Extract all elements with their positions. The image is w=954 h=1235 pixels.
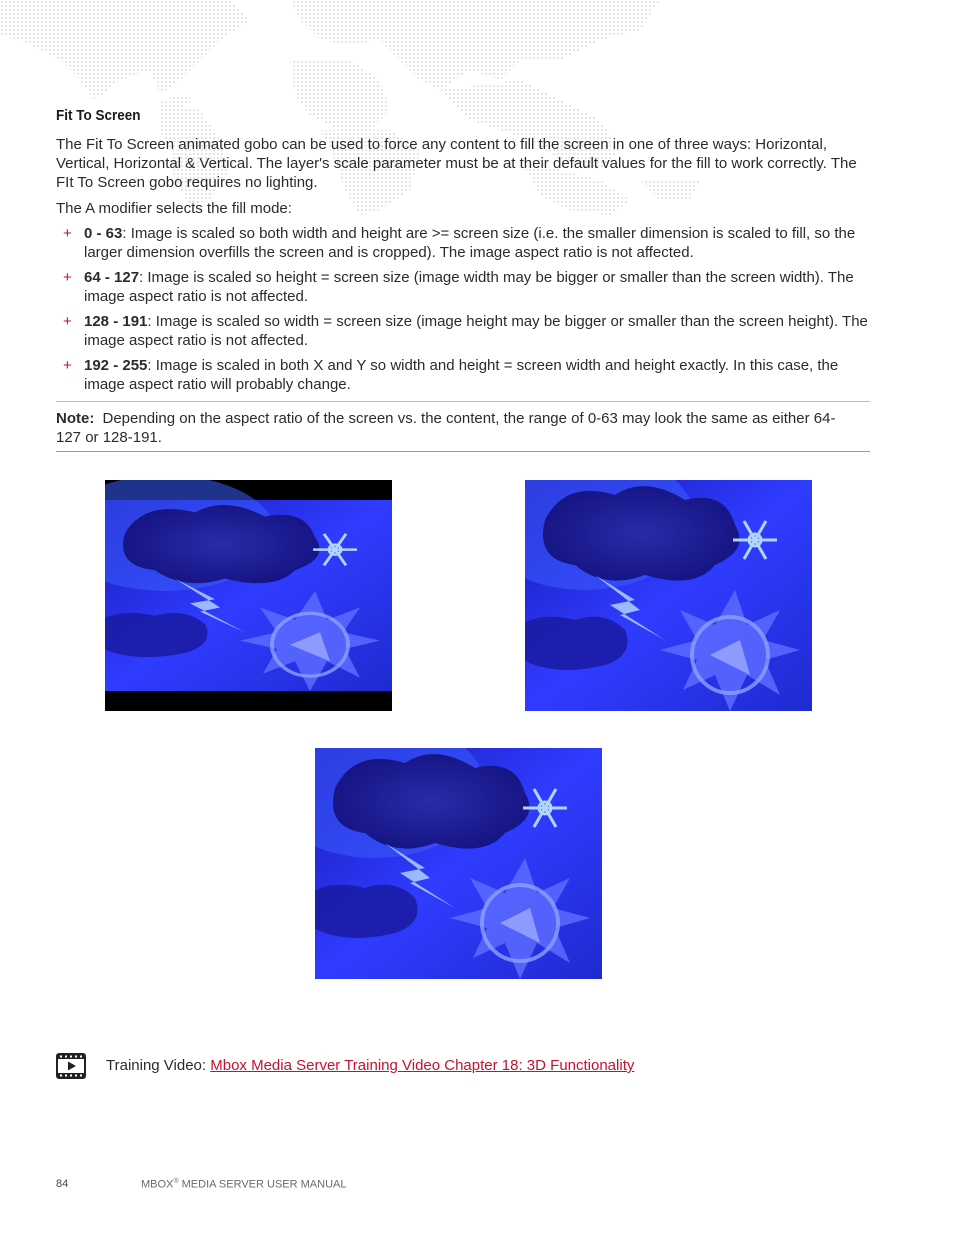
plus-bullet-icon: + — [63, 269, 72, 286]
training-label: Training Video: — [106, 1057, 207, 1074]
fill-mode-list — [56, 224, 870, 400]
mode-range: 64 - 127 — [84, 269, 140, 286]
manual-title-rest: MEDIA SERVER USER MANUAL — [181, 1178, 347, 1191]
manual-brand: MBOX — [141, 1178, 174, 1191]
note-label: Note: — [56, 410, 95, 427]
mode-range: 192 - 255 — [84, 357, 148, 374]
training-video-row — [56, 1052, 870, 1082]
mode-range: 128 - 191 — [84, 313, 148, 330]
plus-bullet-icon: + — [63, 313, 72, 330]
page-number: 84 — [56, 1178, 69, 1190]
mode-range: 0 - 63 — [84, 225, 123, 242]
manual-title — [141, 1178, 346, 1191]
list-item — [56, 312, 870, 350]
note-body: Depending on the aspect ratio of the screen vs. the content, the range of 0-63 may look the same as either 64-127 or 128-191. — [56, 410, 836, 446]
example-image-letterboxed — [105, 480, 392, 711]
training-video-text — [106, 1056, 634, 1075]
note-text — [56, 409, 856, 447]
list-item — [56, 268, 870, 306]
section-title: Fit To Screen — [56, 107, 141, 124]
modifier-intro: The A modifier selects the fill mode: — [56, 200, 292, 217]
mode-description: : Image is scaled in both X and Y so width and height = screen width and height exactly. In this case, the image aspect ratio will probably change. — [84, 357, 839, 393]
list-item — [56, 224, 870, 262]
video-play-icon — [56, 1053, 86, 1079]
example-image-stretched — [315, 748, 602, 979]
registered-mark: ® — [173, 1178, 179, 1185]
mode-description: : Image is scaled so width = screen size (image height may be bigger or smaller than the screen height). The image aspect ratio is not affected. — [84, 313, 868, 349]
plus-bullet-icon: + — [63, 357, 72, 374]
mode-description: : Image is scaled so both width and height are >= screen size (i.e. the smaller dimension is scaled to fill, so the larger dimension overfills the screen and is cropped). The image aspect ratio is not affected. — [84, 225, 856, 261]
intro-paragraph: The Fit To Screen animated gobo can be used to force any content to fill the screen in one of three ways: Horizontal, Vertical, Horizontal & Vertical. The layer's scale parameter must be at their default values for the fill to work correctly. The FIt To Screen gobo requires no lighting. — [56, 136, 857, 191]
note-box — [56, 401, 870, 452]
plus-bullet-icon: + — [63, 225, 72, 242]
mode-description: : Image is scaled so height = screen size (image width may be bigger or smaller than the screen width). The image aspect ratio is not affected. — [84, 269, 854, 305]
example-image-fill — [525, 480, 812, 711]
list-item — [56, 356, 870, 394]
training-video-link[interactable]: Mbox Media Server Training Video Chapter 18: 3D Functionality — [210, 1057, 635, 1074]
